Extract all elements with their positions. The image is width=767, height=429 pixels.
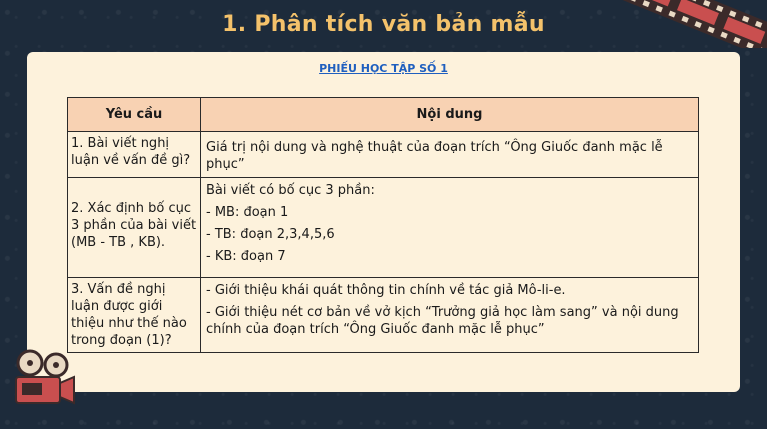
question-cell: 3. Vấn đề nghị luận được giới thiệu như thế nào trong đoạn (1)?: [68, 278, 201, 353]
answer-cell: [201, 132, 699, 178]
slide-title: 1. Phân tích văn bản mẫu: [222, 12, 545, 37]
question-cell: [68, 178, 201, 278]
worksheet-table: [67, 97, 699, 353]
question-text: 2. Xác định bố cục 3 phần của bài viết (MB - TB , KB).: [71, 201, 197, 250]
answer-line: - MB: đoạn 1: [206, 205, 289, 220]
answer-cell: [201, 278, 699, 353]
worksheet-card: [27, 52, 740, 392]
table-row: [68, 132, 699, 178]
worksheet-title[interactable]: PHIẾU HỌC TẬP SỐ 1: [319, 62, 448, 75]
answer-line: - TB: đoạn 2,3,4,5,6: [206, 227, 335, 242]
table-row: [68, 178, 699, 278]
film-projector-icon: [8, 345, 78, 415]
answer-line: Bài viết có bố cục 3 phần:: [206, 183, 375, 198]
answer-line: Giá trị nội dung và nghệ thuật của đoạn trích “Ông Giuốc đanh mặc lễ phục”: [206, 140, 663, 172]
table-header-row: [68, 98, 699, 132]
question-cell: 1. Bài viết nghị luận về vấn đề gì?: [68, 132, 201, 178]
answer-line: - Giới thiệu khái quát thông tin chính về tác giả Mô-li-e.: [206, 283, 566, 298]
header-requirement: Yêu cầu: [68, 98, 201, 132]
answer-line: - KB: đoạn 7: [206, 249, 286, 264]
table-row: [68, 278, 699, 353]
header-content: Nội dung: [201, 98, 699, 132]
answer-cell: [201, 178, 699, 278]
answer-line: - Giới thiệu nét cơ bản về vở kịch “Trưởng giả học làm sang” và nội dung chính của đoạn trích “Ông Giuốc đanh mặc lễ phục”: [206, 305, 679, 337]
